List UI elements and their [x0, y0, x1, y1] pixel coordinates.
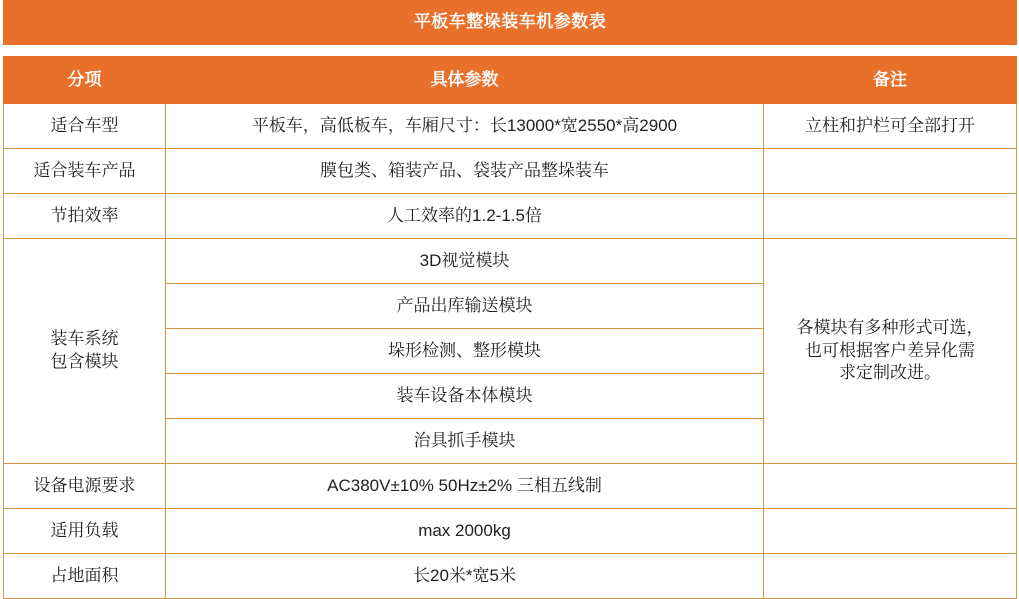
- row-label-vehicle-type: 适合车型: [4, 104, 166, 149]
- row-note-vehicle-type: 立柱和护栏可全部打开: [764, 104, 1017, 149]
- row-value-efficiency: 人工效率的1.2-1.5倍: [166, 194, 764, 239]
- row-value-power: AC380V±10% 50Hz±2% 三相五线制: [166, 464, 764, 509]
- row-label-modules-line1: 装车系统: [50, 329, 119, 349]
- row-value-module-3: 垛形检测、整形模块: [166, 329, 764, 374]
- row-label-load: 适用负载: [4, 509, 166, 554]
- table-title-row: [4, 1, 1017, 45]
- row-value-vehicle-type: 平板车，高低板车，车厢尺寸：长13000*宽2550*高2900: [166, 104, 764, 149]
- row-note-modules: [764, 239, 1017, 464]
- table-row: [4, 149, 1017, 194]
- table-row: [4, 194, 1017, 239]
- row-label-power: 设备电源要求: [4, 464, 166, 509]
- row-label-product-type: 适合装车产品: [4, 149, 166, 194]
- row-value-module-2: 产品出库输送模块: [166, 284, 764, 329]
- row-label-modules: [4, 239, 166, 464]
- row-value-product-type: 膜包类、箱装产品、袋装产品整垛装车: [166, 149, 764, 194]
- row-note-footprint: [764, 554, 1017, 599]
- table-row: [4, 464, 1017, 509]
- table-header-row: [4, 57, 1017, 104]
- column-header-spec: 具体参数: [166, 57, 764, 104]
- row-value-module-1: 3D视觉模块: [166, 239, 764, 284]
- table-row: [4, 104, 1017, 149]
- row-value-load: max 2000kg: [166, 509, 764, 554]
- page-title: 平板车整垛装车机参数表: [4, 1, 1017, 45]
- row-label-footprint: 占地面积: [4, 554, 166, 599]
- parameter-table: [3, 0, 1017, 599]
- row-note-product-type: [764, 149, 1017, 194]
- row-note-power: [764, 464, 1017, 509]
- title-header-spacer: [4, 45, 1017, 57]
- column-header-item: 分项: [4, 57, 166, 104]
- table-row: [4, 509, 1017, 554]
- table-row: [4, 239, 1017, 284]
- row-note-modules-line2: 也可根据客户差异化需: [805, 340, 975, 360]
- row-label-modules-line2: 包含模块: [50, 352, 119, 371]
- row-note-modules-line1: 各模块有多种形式可选，: [796, 317, 984, 337]
- row-note-efficiency: [764, 194, 1017, 239]
- row-note-modules-line3: 求定制改进。: [839, 363, 941, 383]
- row-value-module-5: 治具抓手模块: [166, 419, 764, 464]
- row-value-module-4: 装车设备本体模块: [166, 374, 764, 419]
- row-value-footprint: 长20米*宽5米: [166, 554, 764, 599]
- table-row: [4, 554, 1017, 599]
- column-header-note: 备注: [764, 57, 1017, 104]
- row-label-efficiency: 节拍效率: [4, 194, 166, 239]
- row-note-load: [764, 509, 1017, 554]
